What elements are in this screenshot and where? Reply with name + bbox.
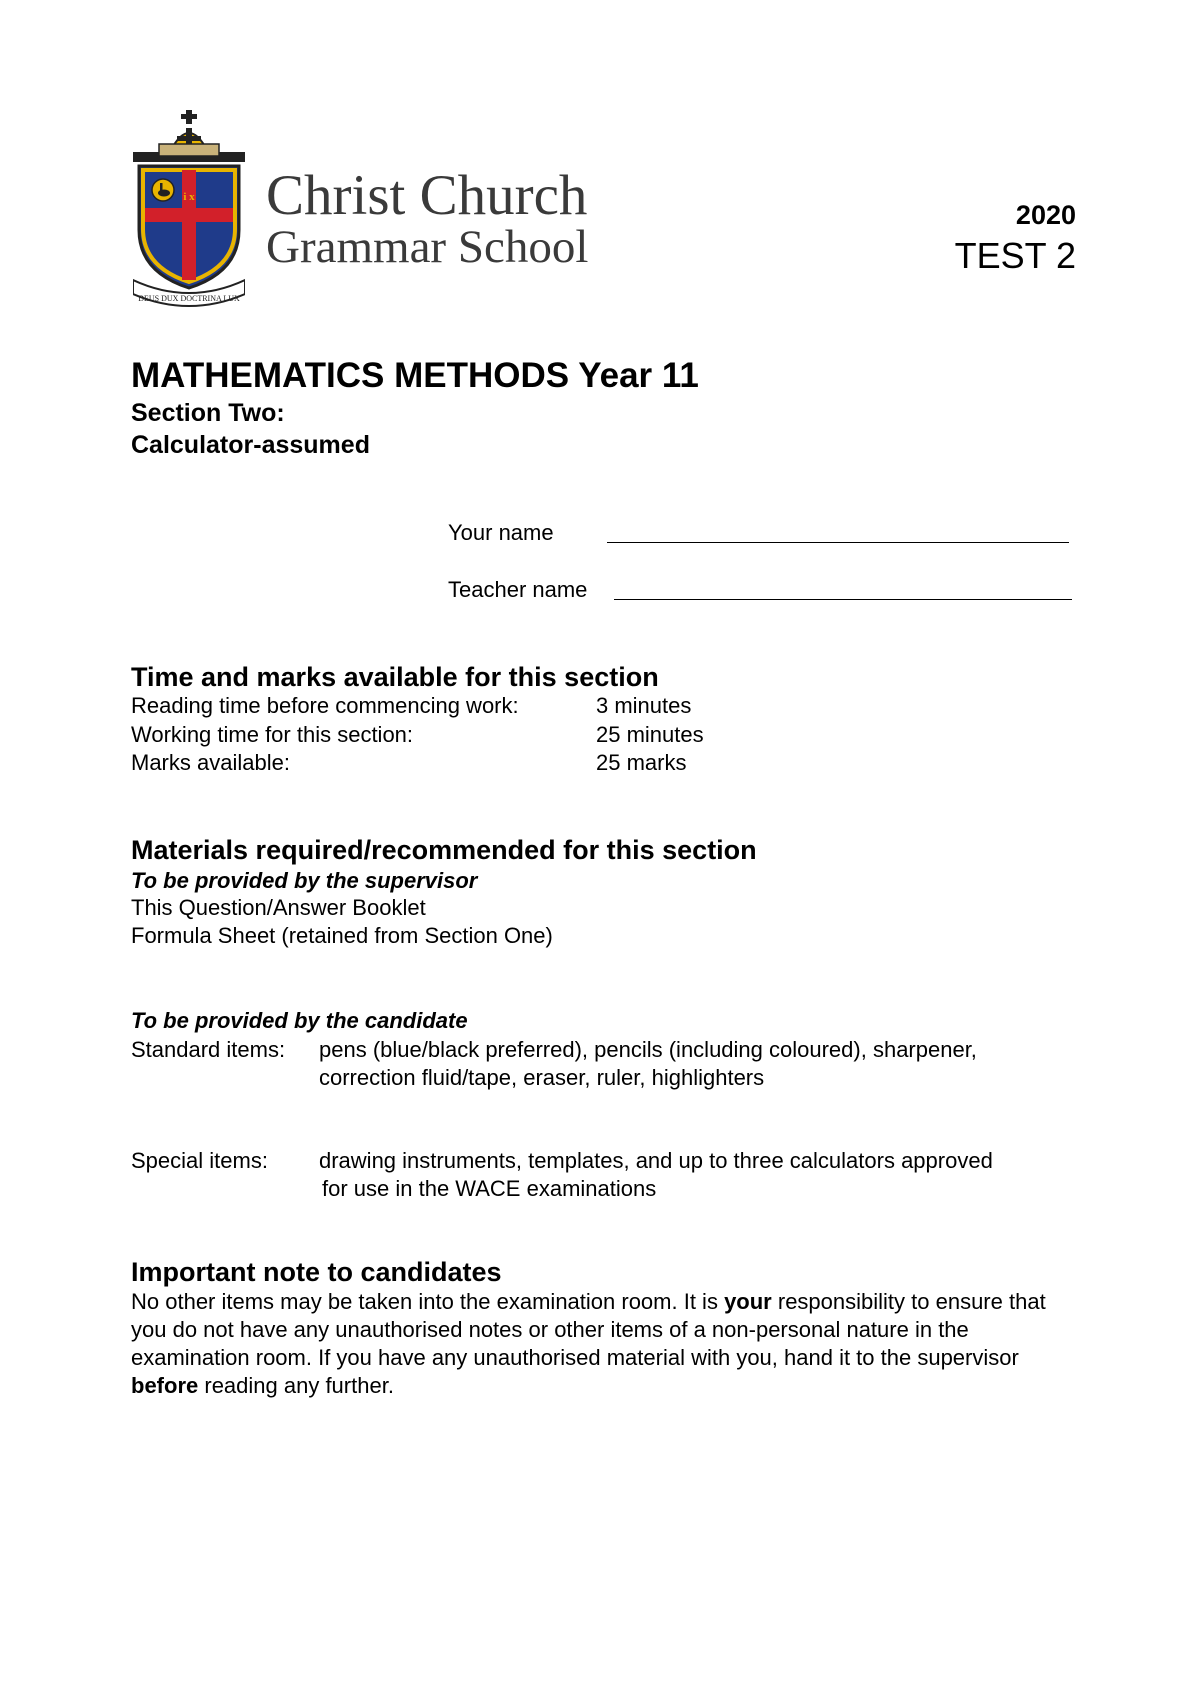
school-name-line2: Grammar School <box>266 221 589 273</box>
supervisor-heading: To be provided by the supervisor <box>131 868 478 893</box>
school-crest-logo <box>133 110 245 310</box>
working-time-value: 25 minutes <box>596 722 704 747</box>
emphasis-before: before <box>131 1373 199 1398</box>
materials-heading: Materials required/recommended for this section <box>131 835 757 865</box>
standard-items-line1: pens (blue/black preferred), pencils (including coloured), sharpener, <box>319 1037 977 1062</box>
emphasis-your: your <box>724 1289 772 1314</box>
school-name-line1: Christ Church <box>266 164 588 227</box>
marks-available-label: Marks available: <box>131 750 290 775</box>
teacher-name-label: Teacher name <box>448 577 588 602</box>
svg-text:i x: i x <box>183 191 195 203</box>
important-note-heading: Important note to candidates <box>131 1257 502 1287</box>
standard-items-label: Standard items: <box>131 1037 286 1062</box>
standard-items-line2: correction fluid/tape, eraser, ruler, highlighters <box>319 1065 765 1090</box>
reading-time-label: Reading time before commencing work: <box>131 693 519 718</box>
page-title: MATHEMATICS METHODS Year 11 <box>131 356 699 395</box>
test-label: TEST 2 <box>954 235 1076 276</box>
working-time-label: Working time for this section: <box>131 722 414 747</box>
section-type: Calculator-assumed <box>131 431 370 459</box>
your-name-field[interactable] <box>607 542 1069 543</box>
exam-year: 2020 <box>1015 200 1076 230</box>
time-marks-heading: Time and marks available for this section <box>131 662 659 692</box>
candidate-heading: To be provided by the candidate <box>131 1008 468 1033</box>
special-items-line2: for use in the WACE examinations <box>322 1176 657 1201</box>
supervisor-item: This Question/Answer Booklet <box>131 895 426 920</box>
teacher-name-field[interactable] <box>614 599 1072 600</box>
your-name-label: Your name <box>448 520 554 545</box>
special-items-line1: drawing instruments, templates, and up to three calculators approved <box>319 1148 993 1173</box>
supervisor-item: Formula Sheet (retained from Section One) <box>131 923 553 948</box>
section-label: Section Two: <box>131 399 285 427</box>
important-note-body: No other items may be taken into the examination room. It is your responsibility to ensure that you do not have any unauthorised notes or other items of a non-personal nature in the examination room. If you have any unauthorised material with you, hand it to the supervisor before reading any further. <box>131 1289 1046 1398</box>
marks-available-value: 25 marks <box>596 750 687 775</box>
special-items-label: Special items: <box>131 1148 268 1173</box>
reading-time-value: 3 minutes <box>596 693 692 718</box>
svg-text:DEUS DUX DOCTRINA LUX: DEUS DUX DOCTRINA LUX <box>138 294 240 303</box>
